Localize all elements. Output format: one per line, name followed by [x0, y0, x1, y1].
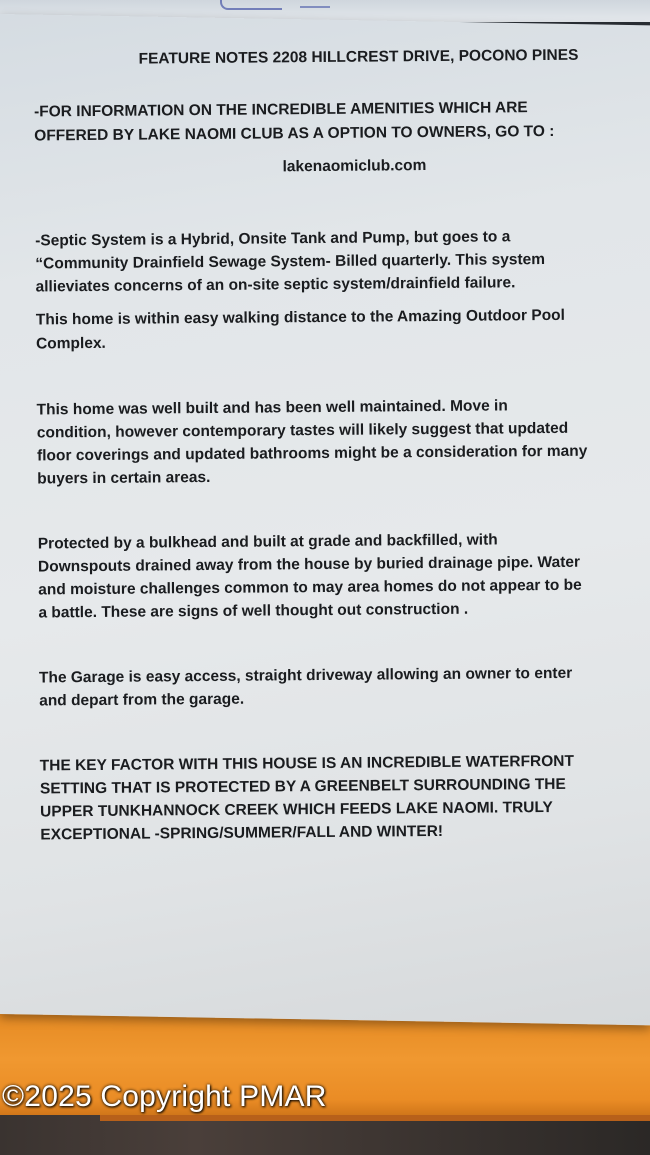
paragraph-line: The Garage is easy access, straight driveway allowing an owner to enter: [38, 664, 573, 687]
paragraph-line: EXCEPTIONAL -SPRING/SUMMER/FALL AND WINTER!: [40, 822, 444, 844]
paragraph-line: and moisture challenges common to may area homes do not appear to be: [38, 576, 582, 599]
paragraph-line: SETTING THAT IS PROTECTED BY A GREENBELT SURROUNDING THE: [39, 775, 566, 798]
paragraph-line: This home is within easy walking distance to the Amazing Outdoor Pool: [35, 306, 565, 329]
paragraph-line: -FOR INFORMATION ON THE INCREDIBLE AMENITIES WHICH ARE: [33, 99, 528, 121]
paragraph-line: -Septic System is a Hybrid, Onsite Tank and Pump, but goes to a: [35, 228, 511, 250]
paragraph-line: THE KEY FACTOR WITH THIS HOUSE IS AN INCREDIBLE WATERFRONT: [39, 752, 575, 775]
folder-edge: [100, 1115, 650, 1121]
paragraph-line: “Community Drainfield Sewage System- Billed quarterly. This system: [35, 251, 546, 273]
paragraph-line: OFFERED BY LAKE NAOMI CLUB AS A OPTION TO OWNERS, GO TO :: [34, 122, 555, 145]
paragraph-line: Downspouts drained away from the house by buried drainage pipe. Water: [37, 553, 581, 576]
paragraph-line: Protected by a bulkhead and built at grade and backfilled, with: [37, 531, 498, 553]
paragraph-line: allieviates concerns of an on-site septic system/drainfield failure.: [35, 274, 516, 296]
website-link: lakenaomiclub.com: [282, 157, 427, 176]
paragraph-line: Complex.: [35, 334, 106, 353]
paragraph-line: floor coverings and updated bathrooms might be a consideration for many: [36, 442, 588, 465]
paragraph-line: buyers in certain areas.: [37, 468, 211, 488]
paragraph-line: a battle. These are signs of well thought out construction .: [38, 600, 469, 622]
document-title: FEATURE NOTES 2208 HILLCREST DRIVE, POCONO PINES: [138, 46, 579, 68]
paragraph-line: This home was well built and has been well maintained. Move in: [36, 397, 508, 419]
paragraph-line: and depart from the garage.: [39, 690, 245, 710]
copyright-watermark: ©2025 Copyright PMAR: [2, 1080, 327, 1113]
table-surface: [0, 1115, 650, 1155]
paragraph-line: condition, however contemporary tastes will likely suggest that updated: [36, 419, 569, 442]
paragraph-line: UPPER TUNKHANNOCK CREEK WHICH FEEDS LAKE NAOMI. TRULY: [40, 798, 553, 821]
